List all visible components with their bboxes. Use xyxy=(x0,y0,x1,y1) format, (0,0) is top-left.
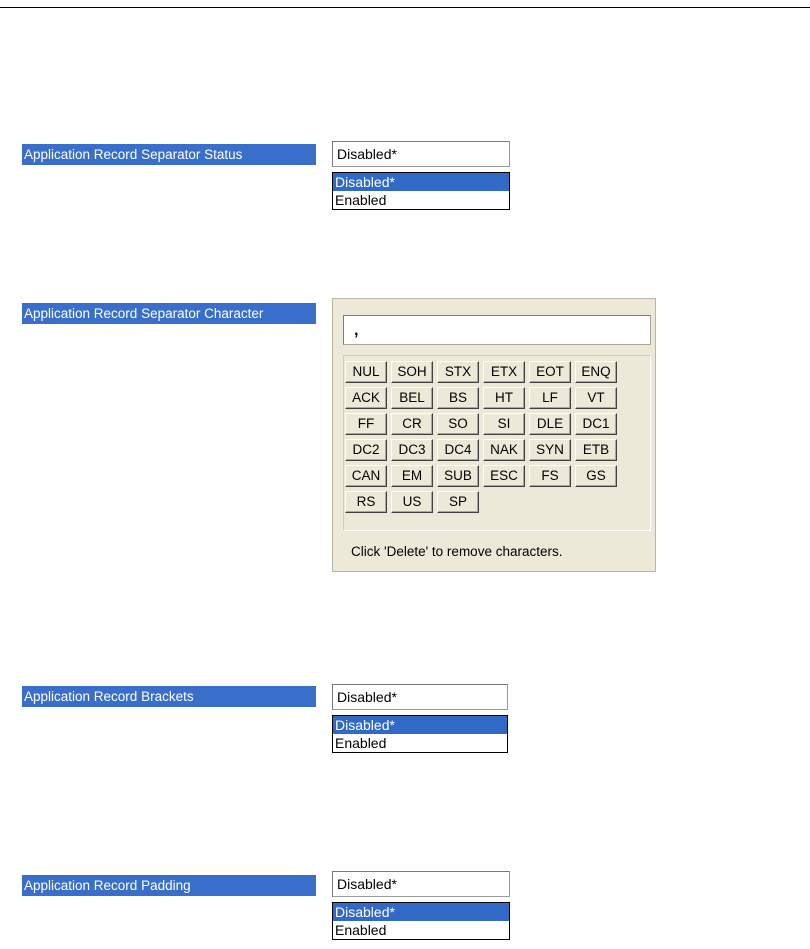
char-button-nak[interactable]: NAK xyxy=(483,439,525,461)
char-button-lf[interactable]: LF xyxy=(529,387,571,409)
record-brackets-select[interactable]: Disabled* xyxy=(332,684,508,710)
char-button-bs[interactable]: BS xyxy=(437,387,479,409)
delete-hint-text: Click 'Delete' to remove characters. xyxy=(351,544,563,559)
record-padding-select[interactable]: Disabled* xyxy=(332,871,510,897)
char-button-so[interactable]: SO xyxy=(437,413,479,435)
char-button-eot[interactable]: EOT xyxy=(529,361,571,383)
field-label-record-brackets: Application Record Brackets xyxy=(22,686,316,707)
char-button-sp[interactable]: SP xyxy=(437,491,479,513)
char-button-bel[interactable]: BEL xyxy=(391,387,433,409)
option-disabled[interactable]: Disabled* xyxy=(333,903,509,921)
char-button-si[interactable]: SI xyxy=(483,413,525,435)
separator-status-options xyxy=(332,172,510,210)
char-button-dc1[interactable]: DC1 xyxy=(575,413,617,435)
char-button-dc2[interactable]: DC2 xyxy=(345,439,387,461)
char-button-enq[interactable]: ENQ xyxy=(575,361,617,383)
char-button-rs[interactable]: RS xyxy=(345,491,387,513)
char-button-fs[interactable]: FS xyxy=(529,465,571,487)
field-label-separator-status: Application Record Separator Status xyxy=(22,144,316,165)
char-button-em[interactable]: EM xyxy=(391,465,433,487)
char-button-dle[interactable]: DLE xyxy=(529,413,571,435)
char-button-soh[interactable]: SOH xyxy=(391,361,433,383)
char-button-ff[interactable]: FF xyxy=(345,413,387,435)
option-disabled[interactable]: Disabled* xyxy=(333,716,507,734)
record-padding-options xyxy=(332,902,510,940)
char-button-sub[interactable]: SUB xyxy=(437,465,479,487)
separator-character-panel xyxy=(332,298,656,572)
option-enabled[interactable]: Enabled xyxy=(335,735,387,751)
char-button-nul[interactable]: NUL xyxy=(345,361,387,383)
char-button-ack[interactable]: ACK xyxy=(345,387,387,409)
separator-character-input[interactable]: , xyxy=(343,315,651,345)
char-button-stx[interactable]: STX xyxy=(437,361,479,383)
char-button-vt[interactable]: VT xyxy=(575,387,617,409)
char-button-ht[interactable]: HT xyxy=(483,387,525,409)
option-enabled[interactable]: Enabled xyxy=(335,192,387,208)
char-button-etb[interactable]: ETB xyxy=(575,439,617,461)
char-button-esc[interactable]: ESC xyxy=(483,465,525,487)
record-brackets-options xyxy=(332,715,508,753)
top-rule xyxy=(0,7,810,8)
field-label-separator-character: Application Record Separator Character xyxy=(22,303,316,324)
char-button-dc4[interactable]: DC4 xyxy=(437,439,479,461)
char-button-dc3[interactable]: DC3 xyxy=(391,439,433,461)
char-button-cr[interactable]: CR xyxy=(391,413,433,435)
separator-status-select[interactable]: Disabled* xyxy=(332,141,510,167)
field-label-record-padding: Application Record Padding xyxy=(22,875,316,896)
option-enabled[interactable]: Enabled xyxy=(335,922,387,938)
char-button-syn[interactable]: SYN xyxy=(529,439,571,461)
char-button-gs[interactable]: GS xyxy=(575,465,617,487)
option-disabled[interactable]: Disabled* xyxy=(333,173,509,191)
char-button-us[interactable]: US xyxy=(391,491,433,513)
char-button-can[interactable]: CAN xyxy=(345,465,387,487)
char-button-etx[interactable]: ETX xyxy=(483,361,525,383)
